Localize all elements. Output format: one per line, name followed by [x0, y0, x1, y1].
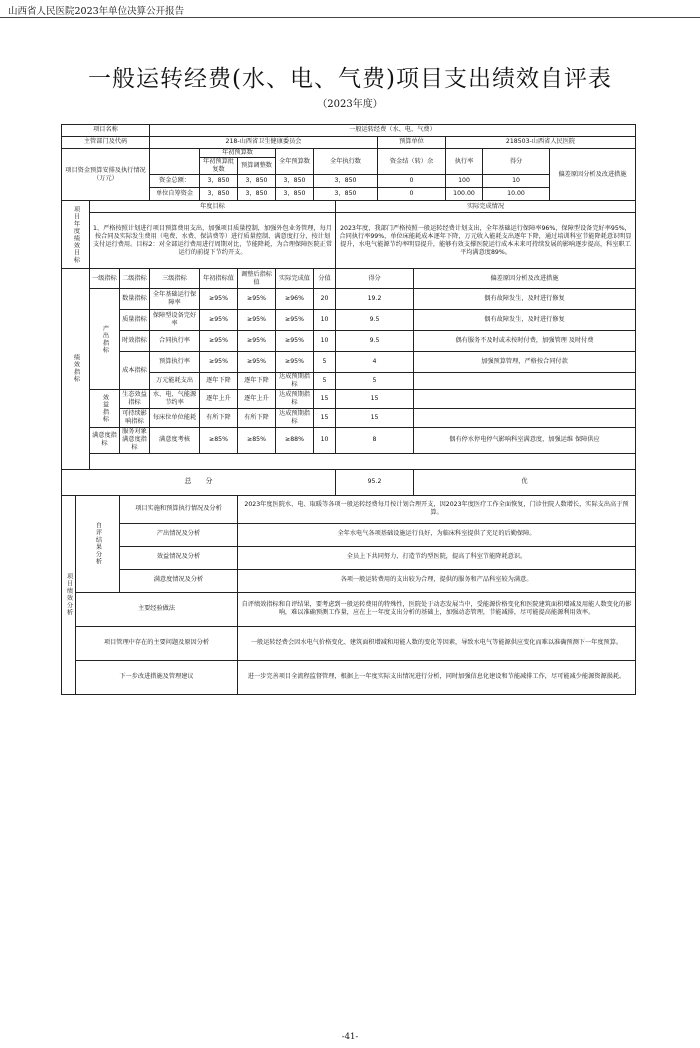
l1-effect: 效益指标	[90, 390, 120, 428]
ind-note: 偶有停水停电停气影响科室满意度，加强运维 保障供应	[414, 428, 636, 453]
funds-score-header: 得分	[483, 149, 550, 175]
funds-executed-header: 全年执行数	[314, 149, 378, 175]
indicator-row	[62, 428, 636, 453]
ind-h-l2: 二级指标	[120, 269, 150, 289]
ind-initial: ≥95%	[200, 310, 238, 331]
ind-weight: 20	[314, 289, 336, 310]
ind-h-actual: 实际完成值	[276, 269, 314, 289]
funds-total-executed: 3，850	[314, 175, 378, 188]
ind-h-score: 得分	[336, 269, 414, 289]
funds-total-exec-rate: 100	[446, 175, 483, 188]
experience-text: 自评绩效指标和自评结果，要考虑到一般运转费用的特殊性，医院处于动态发展当中，受能源价格变化和医院建筑面积增减及用能人数变化的影响，难以准确预测工作量，应在上一年度支出分析的基础上，加强动态管理，节能减排，尽可能提高能源利用效率。	[238, 592, 636, 626]
funds-corner	[150, 149, 200, 175]
indicator-spacer-row	[62, 453, 636, 469]
ind-l3: 水、电、气能源节约率	[150, 390, 200, 409]
funds-self-carryover: 0	[378, 188, 446, 201]
problems-label: 项目管理中存在的主要问题及原因分析	[76, 626, 238, 660]
ind-h-note: 偏差原因分析及改进措施	[414, 269, 636, 289]
analysis-section-label: 项目绩效分析	[62, 495, 76, 694]
ind-weight: 10	[314, 310, 336, 331]
ind-l2: 服务对象满意度指标	[120, 428, 150, 453]
ind-adjusted: 有所下降	[238, 409, 276, 428]
analysis-item-label: 产出情况及分析	[120, 523, 238, 546]
goals-actual: 2023年度，我部门严格按照一般运转经费计划支出，全年基础运行保障率96%，保障型设备完好率95%，合同执行率99%，单位床能耗成本逐年下降，万元收入能耗支出逐年下降，通过培训科室节能降耗意识明显提升，水电气能源节约率明显提升，能够有效支撑医院运行成本未来可持续发展的影响逐步提高，科室职工平均满意度89%。	[336, 213, 636, 269]
funds-self-exec-rate: 100.00	[446, 188, 483, 201]
ind-actual: 达成预期指标	[276, 390, 314, 409]
ind-h-adjusted: 调整后指标值	[238, 269, 276, 289]
ind-initial: ≥85%	[200, 428, 238, 453]
page-number: -41-	[341, 1032, 359, 1042]
project-name: 一般运转经费（水、电、气费）	[150, 125, 636, 137]
ind-l3: 满意度考核	[150, 428, 200, 453]
ind-actual: ≥95%	[276, 310, 314, 331]
total-label: 总 分	[62, 469, 336, 495]
ind-note: 偶有服务不及时或未按时付费，加强管理 及时付费	[414, 331, 636, 352]
ind-actual: ≥96%	[276, 289, 314, 310]
ind-note	[414, 373, 636, 390]
experience-row	[62, 592, 636, 626]
report-year: （2023年度）	[317, 99, 383, 110]
funds-total-full-year: 3，850	[276, 175, 314, 188]
ind-score: 8	[336, 428, 414, 453]
ind-l2: 生态效益指标	[120, 390, 150, 409]
ind-weight: 5	[314, 373, 336, 390]
analysis-item-text: 2023年度医院水、电、取暖等各项一般运转经费每月按计划合理开支，因2023年度医疗工作全面恢复，门诊住院人数增长，实际支出高于预算。	[238, 495, 636, 523]
problems-text: 一般运转经费会因水电气价格变化、建筑面积增减和用能人数的变化等因素，导致水电气等能源供应变化而难以准确预测下一年度预算。	[238, 626, 636, 660]
ind-weight: 15	[314, 409, 336, 428]
ind-adjusted: ≥95%	[238, 352, 276, 373]
funds-approved-header: 年初预算批复数	[200, 158, 238, 175]
unit-value: 218503-山西省人民医院	[446, 137, 636, 149]
ind-score: 15	[336, 409, 414, 428]
ind-initial: ≥95%	[200, 331, 238, 352]
next-steps-row	[62, 660, 636, 694]
page-title: 一般运转经费(水、电、气费)项目支出绩效自评表	[88, 66, 612, 92]
ind-note	[414, 409, 636, 428]
funds-label: 项目资金预算安排及执行情况（万元）	[62, 149, 150, 201]
analysis-item-text: 全员上下共同努力，打造节约型医院，提高了科室节能降耗意识。	[238, 546, 636, 569]
ind-actual: ≥95%	[276, 352, 314, 373]
goals-actual-header: 实际完成情况	[336, 201, 636, 213]
total-row	[62, 469, 636, 495]
ind-weight: 15	[314, 390, 336, 409]
ind-weight: 5	[314, 352, 336, 373]
problems-row	[62, 626, 636, 660]
ind-adjusted: 逐年下降	[238, 373, 276, 390]
goals-target-header: 年度目标	[90, 201, 336, 213]
funds-self-executed: 3，850	[314, 188, 378, 201]
analysis-item-text: 全年水电气各项基础设施运行良好，为临床科室提供了充足的后勤保障。	[238, 523, 636, 546]
performance-table	[61, 124, 636, 695]
ind-h-weight: 分值	[314, 269, 336, 289]
funds-carryover-header: 资金结（转）余	[378, 149, 446, 175]
ind-initial: 逐年上升	[200, 390, 238, 409]
ind-weight: 10	[314, 428, 336, 453]
ind-l3: 保障型设备完好率	[150, 310, 200, 331]
ind-l3: 每床位单位能耗	[150, 409, 200, 428]
analysis-item-text: 各项一般运转费用的支出较为合理，提供的服务和产品科室较为满意。	[238, 569, 636, 592]
ind-adjusted: ≥95%	[238, 310, 276, 331]
funds-total-carryover: 0	[378, 175, 446, 188]
next-steps-text: 进一步完善项目全流程监督管理，根据上一年度实际支出情况进行分析，同时加强信息化建设和节能减排工作，尽可能减少能源资源损耗。	[238, 660, 636, 694]
indicator-row	[62, 409, 636, 428]
ind-actual: ≥95%	[276, 331, 314, 352]
ind-note	[414, 390, 636, 409]
ind-l3: 万元能耗支出	[150, 373, 200, 390]
ind-adjusted: ≥95%	[238, 289, 276, 310]
goals-label: 项目年度绩效目标	[62, 201, 90, 269]
ind-l2: 时效指标	[120, 331, 150, 352]
funds-initial-header: 年初预算数	[200, 149, 276, 158]
indicator-row	[62, 331, 636, 352]
ind-h-initial: 年初指标值	[200, 269, 238, 289]
analysis-sub-label: 自评结果分析	[76, 495, 120, 592]
funds-total-approved: 3，850	[200, 175, 238, 188]
funds-total-adjusted: 3，850	[238, 175, 276, 188]
indicator-spacer	[90, 453, 636, 469]
indicator-row	[62, 289, 636, 310]
indicators-section-label: 绩效指标	[62, 269, 90, 469]
ind-score: 19.2	[336, 289, 414, 310]
goals-target: 1、严格按照计划进行项目预算费用支出，加强项目质量控制，加强外包业务管理，每月按合同及实际发生费用（电费、水费、保洁费等）进行质量控制、满意度打分，按计划支付运行费用。目标2：对全部运行费用进行周期对比，节能降耗，为合理保障医院正常运行的前提下节约开支。	[90, 213, 336, 269]
ind-h-l3: 三级指标	[150, 269, 200, 289]
ind-actual: ≥88%	[276, 428, 314, 453]
indicator-row	[62, 352, 636, 373]
project-name-row	[62, 125, 636, 137]
experience-label: 主要经验做法	[76, 592, 238, 626]
funds-total-label: 资金总额：	[150, 175, 200, 188]
ind-adjusted: 逐年上升	[238, 390, 276, 409]
funds-header-row-1	[62, 149, 636, 158]
analysis-item-label: 满意度情况及分析	[120, 569, 238, 592]
ind-note: 加强预算管理，严格按合同付款	[414, 352, 636, 373]
ind-score: 9.5	[336, 331, 414, 352]
total-grade: 优	[414, 469, 636, 495]
indicator-row	[62, 310, 636, 331]
page-header: 山西省人民医院2023年单位决算公开报告	[8, 6, 185, 17]
funds-adjusted-header: 预算调整数	[238, 158, 276, 175]
funds-deviation-header: 偏差原因分析及改进措施	[550, 149, 636, 201]
ind-initial: 有所下降	[200, 409, 238, 428]
ind-l3: 全年基础运行保障率	[150, 289, 200, 310]
ind-l3: 合同执行率	[150, 331, 200, 352]
ind-l3: 预算执行率	[150, 352, 200, 373]
unit-label: 预算单位	[378, 137, 446, 149]
project-name-label: 项目名称	[62, 125, 150, 137]
funds-self-label: 单位自筹资金	[150, 188, 200, 201]
ind-weight: 10	[314, 331, 336, 352]
indicator-row	[62, 390, 636, 409]
ind-l2: 数量指标	[120, 289, 150, 310]
l1-satisfaction: 满意度指标	[90, 428, 120, 453]
ind-l2: 质量指标	[120, 310, 150, 331]
ind-adjusted: ≥95%	[238, 331, 276, 352]
ind-score: 5	[336, 373, 414, 390]
l1-output: 产出指标	[90, 289, 120, 390]
total-score: 95.2	[336, 469, 414, 495]
dept-value: 218-山西省卫生健康委员会	[150, 137, 378, 149]
ind-note: 偶有故障发生，及时进行修复	[414, 310, 636, 331]
ind-adjusted: ≥85%	[238, 428, 276, 453]
funds-self-approved: 3，850	[200, 188, 238, 201]
ind-initial: ≥95%	[200, 352, 238, 373]
ind-h-l1: 一级指标	[90, 269, 120, 289]
goals-header-row	[62, 201, 636, 213]
ind-initial: 逐年下降	[200, 373, 238, 390]
ind-score: 9.5	[336, 310, 414, 331]
header-divider	[0, 17, 700, 18]
analysis-item-label: 项目实施和预算执行情况及分析	[120, 495, 238, 523]
ind-l2: 可持续影响指标	[120, 409, 150, 428]
indicators-header-row	[62, 269, 636, 289]
ind-l2: 成本指标	[120, 352, 150, 390]
funds-self-full-year: 3，850	[276, 188, 314, 201]
ind-actual: 达成预期指标	[276, 409, 314, 428]
funds-self-adjusted: 3，850	[238, 188, 276, 201]
analysis-row	[62, 569, 636, 592]
dept-label: 主管部门及代码	[62, 137, 150, 149]
funds-full-year-header: 全年预算数	[276, 149, 314, 175]
dept-row	[62, 137, 636, 149]
ind-initial: ≥95%	[200, 289, 238, 310]
funds-exec-rate-header: 执行率	[446, 149, 483, 175]
funds-total-score: 10	[483, 175, 550, 188]
analysis-row	[62, 546, 636, 569]
ind-score: 4	[336, 352, 414, 373]
analysis-row	[62, 523, 636, 546]
analysis-row	[62, 495, 636, 523]
goals-content-row	[62, 213, 636, 269]
next-steps-label: 下一步改进措施及管理建议	[76, 660, 238, 694]
funds-self-score: 10.00	[483, 188, 550, 201]
analysis-item-label: 效益情况及分析	[120, 546, 238, 569]
ind-score: 15	[336, 390, 414, 409]
ind-note: 偶有故障发生，及时进行修复	[414, 289, 636, 310]
ind-actual: 达成预期指标	[276, 373, 314, 390]
